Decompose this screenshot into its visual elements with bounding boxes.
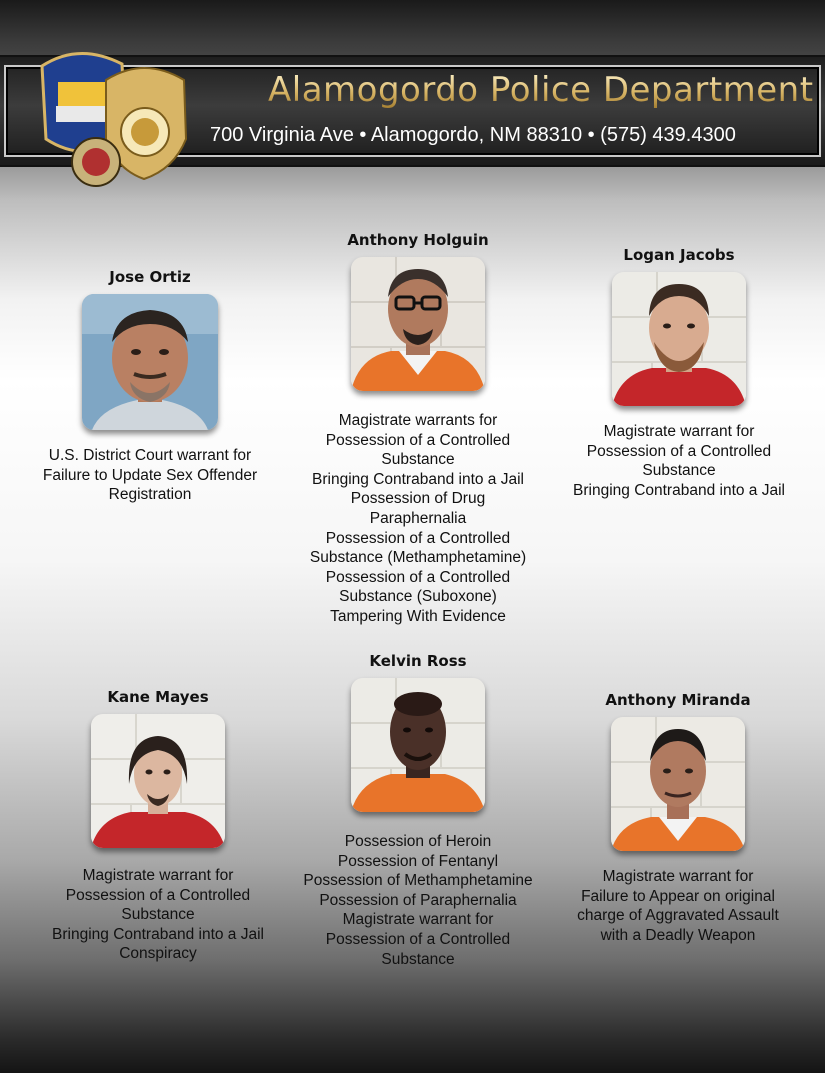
charge-line: Magistrate warrant for [82,867,234,884]
person-card-jose-ortiz [35,268,265,505]
charge-line: with a Deadly Weapon [600,926,756,944]
charges-list [564,422,794,500]
charge-line: Possession of Drug [350,490,486,508]
page-title: Alamogordo Police Department [268,70,814,110]
department-address: 700 Virginia Ave • Alamogordo, NM 88310 • (575) 439.4300 [210,124,736,146]
person-card-kelvin-ross [303,652,533,969]
person-name: Logan Jacobs [623,246,735,264]
person-name: Anthony Miranda [605,691,751,709]
charge-line: Substance [381,950,455,968]
charges-list [563,867,793,945]
mugshot-photo [612,272,746,406]
charges-list [303,832,533,969]
charge-line: Substance (Suboxone) [339,588,497,606]
charge-line: Conspiracy [119,945,197,963]
charge-line: U.S. District Court warrant for [48,447,252,464]
charge-line: Substance [642,462,716,480]
charge-line: Magistrate warrant for [342,911,494,929]
charge-line: Magistrate warrant for [603,423,755,440]
person-card-logan-jacobs [564,246,794,500]
charge-line: Magistrate warrants for [338,412,498,429]
person-name: Kelvin Ross [369,652,467,670]
charge-line: Failure to Update Sex Offender [42,466,258,484]
person-card-anthony-holguin [303,231,533,627]
person-card-anthony-miranda [563,691,793,945]
charge-line: Bringing Contraband into a Jail [312,470,524,488]
person-name: Kane Mayes [107,688,209,706]
charge-line: Substance [381,451,455,469]
charge-line: Possession of a Controlled [586,442,772,460]
charge-line: Magistrate warrant for [602,868,754,885]
mugshot-photo [351,257,485,391]
charge-line: Possession of a Controlled [325,431,511,449]
charge-line: Substance (Methamphetamine) [309,549,527,567]
charge-line: charge of Aggravated Assault [577,907,779,925]
charges-list [35,446,265,505]
person-name: Anthony Holguin [347,231,489,249]
mugshot-photo [91,714,225,848]
person-card-kane-mayes [43,688,273,964]
charge-line: Registration [108,486,192,504]
charge-line: Possession of a Controlled [325,568,511,586]
charges-list [43,866,273,964]
mugshot-photo [351,678,485,812]
charge-line: Possession of a Controlled [325,529,511,547]
charge-line: Possession of a Controlled [325,930,511,948]
charge-line: Possession of Fentanyl [337,852,499,870]
charge-line: Bringing Contraband into a Jail [573,481,785,499]
charges-list [303,411,533,627]
charge-line: Tampering With Evidence [330,607,506,625]
police-badge-logo [34,44,204,190]
mugshot-photo [82,294,218,430]
charge-line: Possession of Heroin [344,833,492,850]
charge-line: Possession of Paraphernalia [319,891,517,909]
charge-line: Bringing Contraband into a Jail [52,925,264,943]
person-name: Jose Ortiz [109,268,191,286]
charge-line: Paraphernalia [369,509,467,527]
charge-line: Possession of Methamphetamine [303,872,533,890]
charge-line: Possession of a Controlled [65,886,251,904]
mugshot-photo [611,717,745,851]
charge-line: Failure to Appear on original [581,887,775,905]
charge-line: Substance [121,906,195,924]
